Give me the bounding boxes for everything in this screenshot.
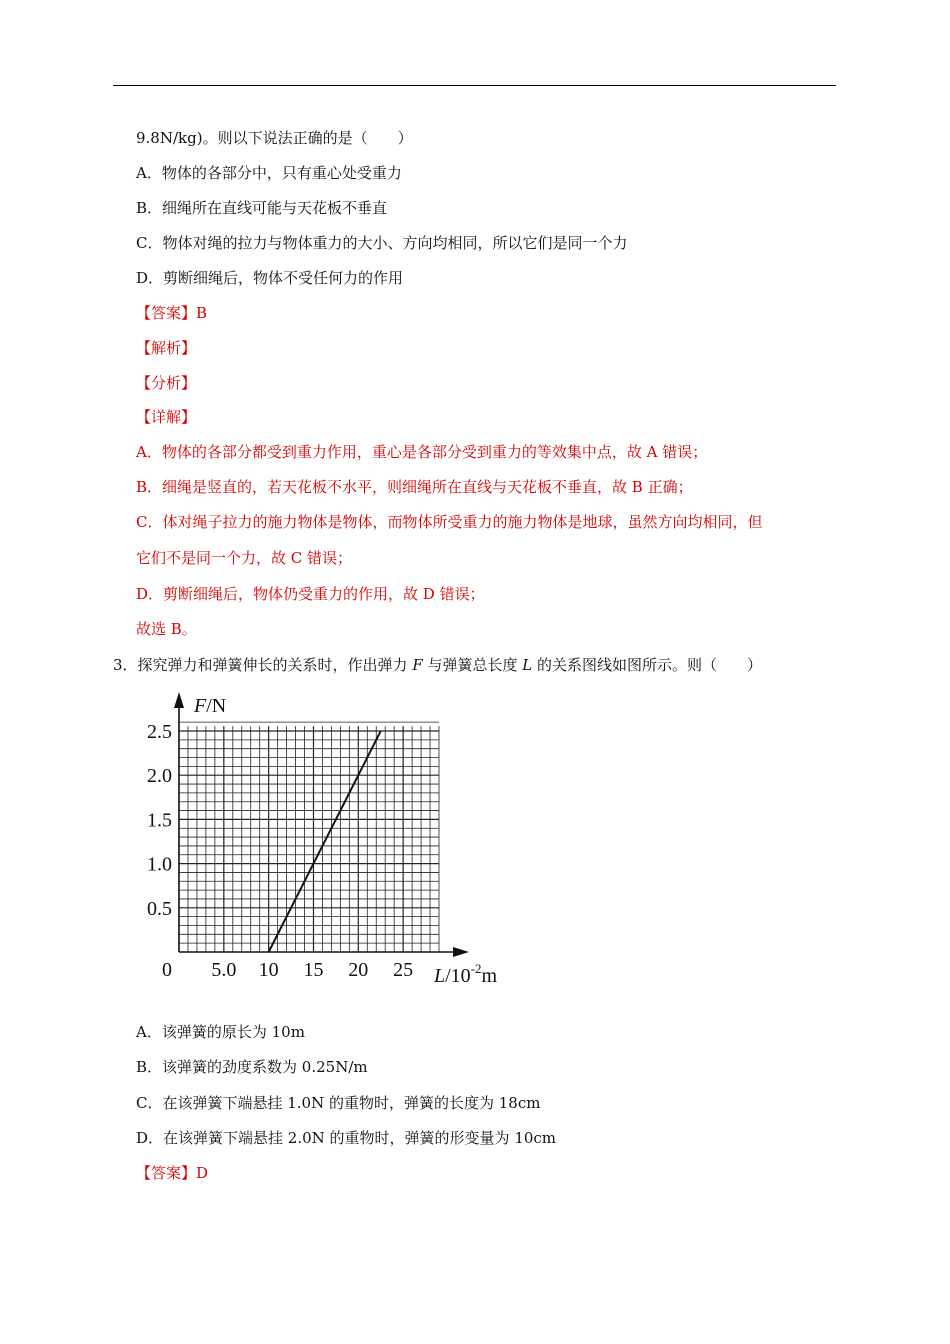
chart-series xyxy=(269,731,381,952)
x-tick-label: 20 xyxy=(348,959,369,981)
origin-label: 0 xyxy=(162,959,172,981)
q3-stem xyxy=(113,655,762,675)
q2-option-c: C．物体对绳的拉力与物体重力的大小、方向均相同，所以它们是同一个力 xyxy=(136,234,628,252)
y-tick-label: 0.5 xyxy=(147,897,172,920)
x-axis-label xyxy=(433,961,498,987)
q3-stem-c: 的关系图线如图所示。则（ ） xyxy=(532,656,763,674)
y-tick-label: 1.0 xyxy=(147,853,172,876)
q2-option-b: B．细绳所在直线可能与天花板不垂直 xyxy=(136,199,388,217)
q2-option-d: D．剪断细绳后，物体不受任何力的作用 xyxy=(136,269,404,287)
analysis-label: 【解析】 xyxy=(136,339,197,357)
q3-option-b: B．该弹簧的劲度系数为 0.25N/m xyxy=(136,1058,368,1076)
answer-label: 【答案】 xyxy=(136,1164,197,1182)
detail-label: 【详解】 xyxy=(136,408,197,426)
explanation-c: C．体对绳子拉力的施力物体是物体，而物体所受重力的施力物体是地球，虽然方向均相同，但 xyxy=(136,513,763,531)
x-tick-label: 5.0 xyxy=(211,959,237,981)
x-tick-label: 25 xyxy=(393,959,414,981)
q3-var-f: F xyxy=(412,656,423,674)
explanation-c-cont: 它们不是同一个力，故 C 错误； xyxy=(136,549,353,567)
q2-option-a: A．物体的各部分中，只有重心处受重力 xyxy=(136,164,402,182)
x-axis-exp: -2 xyxy=(470,961,482,976)
explanation-b: B．细绳是竖直的，若天花板不水平，则细绳所在直线与天花板不垂直，故 B 正确； xyxy=(136,478,693,496)
q3-var-l: L xyxy=(522,656,533,674)
y-tick-label: 2.5 xyxy=(147,721,172,743)
answer-value: B xyxy=(196,304,208,322)
explanation-a: A．物体的各部分都受到重力作用，重心是各部分受到重力的等效集中点，故 A 错误； xyxy=(136,443,708,461)
fenxi-label: 【分析】 xyxy=(136,374,197,392)
series-line-f-l xyxy=(269,731,381,952)
q2-answer-line xyxy=(136,303,207,323)
y-axis-unit: /N xyxy=(206,695,227,717)
answer-value: D xyxy=(196,1164,209,1182)
spring-force-chart xyxy=(130,688,520,998)
chart-axes xyxy=(174,692,469,957)
header-rule xyxy=(113,85,836,86)
q3-number: 3． xyxy=(113,656,138,674)
q3-option-a: A．该弹簧的原长为 10m xyxy=(136,1023,305,1041)
answer-label: 【答案】 xyxy=(136,304,197,322)
x-axis-arrow xyxy=(453,947,469,957)
y-axis-var: F xyxy=(194,695,207,717)
x-axis-tail: m xyxy=(481,965,498,987)
x-tick-label: 10 xyxy=(258,959,279,981)
x-axis-unit: /10 xyxy=(445,965,471,987)
y-axis-arrow xyxy=(174,692,184,708)
y-tick-label: 1.5 xyxy=(147,809,172,832)
q3-option-c: C．在该弹簧下端悬挂 1.0N 的重物时，弹簧的长度为 18cm xyxy=(136,1094,541,1112)
y-axis-label xyxy=(193,695,226,717)
chart-grid xyxy=(179,722,439,952)
conclusion: 故选 B。 xyxy=(136,620,197,638)
q2-stem-tail: 9.8N/kg)。则以下说法正确的是（ ） xyxy=(136,129,413,147)
x-tick-label: 15 xyxy=(303,959,324,981)
x-axis-var: L xyxy=(434,965,446,987)
chart-tick-labels xyxy=(147,721,413,981)
q3-answer-line xyxy=(136,1163,208,1183)
q3-stem-a: 探究弹力和弹簧伸长的关系时，作出弹力 xyxy=(137,656,413,674)
explanation-d: D．剪断细绳后，物体仍受重力的作用，故 D 错误； xyxy=(136,585,485,603)
y-tick-label: 2.0 xyxy=(147,765,172,788)
q3-stem-b: 与弹簧总长度 xyxy=(422,656,523,674)
q3-option-d: D．在该弹簧下端悬挂 2.0N 的重物时，弹簧的形变量为 10cm xyxy=(136,1129,557,1147)
